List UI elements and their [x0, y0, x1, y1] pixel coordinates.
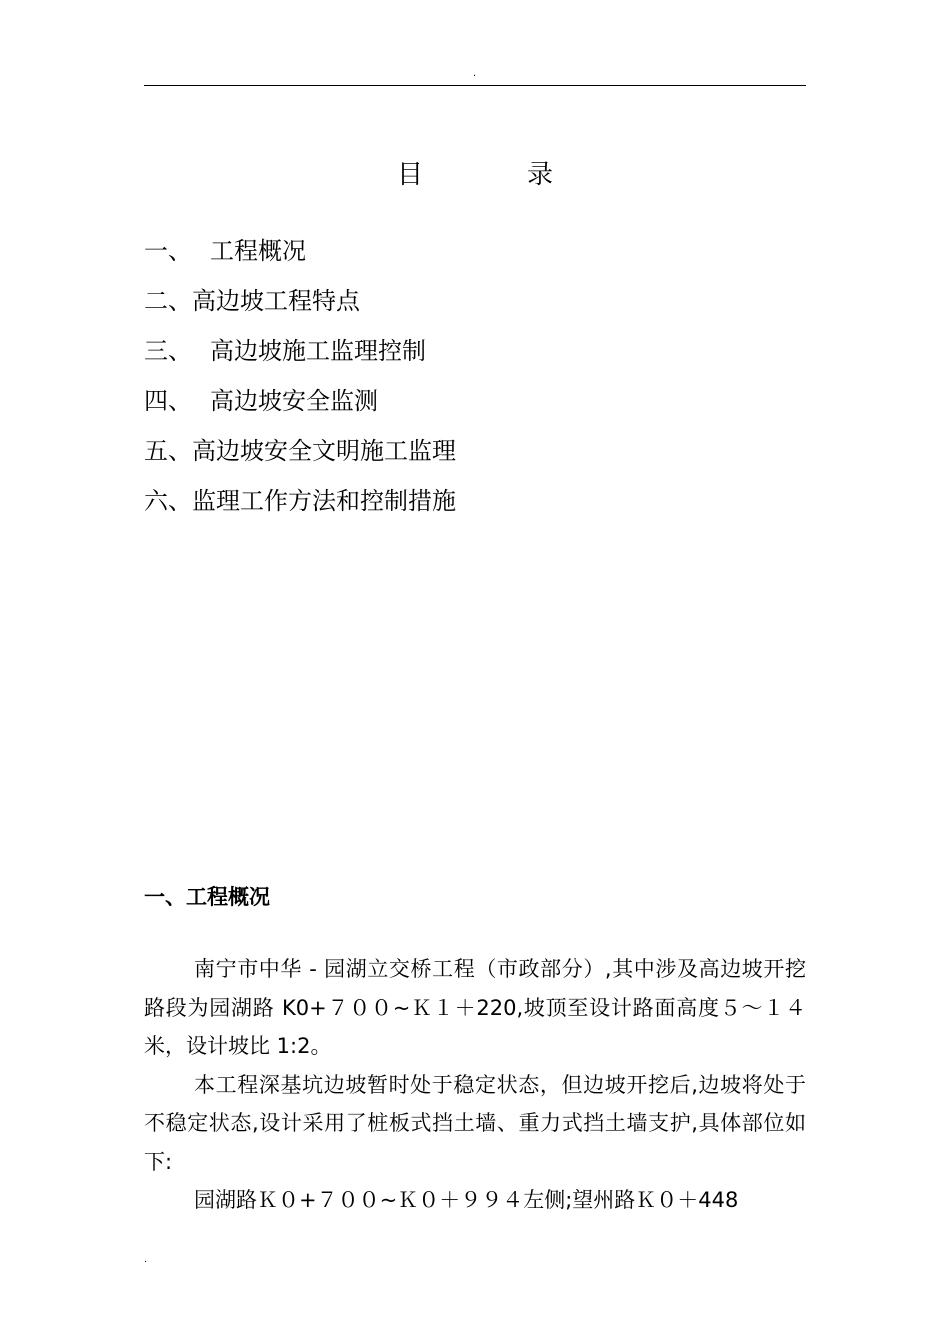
- toc-item-6: [144, 482, 456, 532]
- header-rule: [144, 85, 806, 86]
- body-paragraph-1: 南宁市中华 - 园湖立交桥工程（市政部分）,其中涉及高边坡开挖路段为园湖路 K0+７００~Ｋ１＋220,坡顶至设计路面高度５～１４米，设计坡比 1:2。: [144, 957, 806, 1058]
- toc-item-text: 高边坡施工监理控制: [210, 337, 426, 365]
- body-paragraph-2: 本工程深基坑边坡暂时处于稳定状态，但边坡开挖后,边坡将处于不稳定状态,设计采用了桩板式挡土墙、重力式挡土墙支护,具体部位如下:: [144, 1072, 806, 1174]
- toc-item-1: [144, 232, 456, 282]
- body-paragraph-3: 园湖路Ｋ０+７００~Ｋ０＋９９４左侧;望州路Ｋ０＋448: [194, 1188, 739, 1212]
- toc-item-number: 四、: [144, 387, 192, 415]
- toc-item-text: 监理工作方法和控制措施: [192, 487, 456, 515]
- toc-title-right: 录: [527, 160, 554, 190]
- toc-item-number: 三、: [144, 337, 192, 365]
- toc-item-text: 高边坡安全文明施工监理: [192, 437, 456, 465]
- toc-item-text: 高边坡工程特点: [192, 287, 360, 315]
- section-body: [144, 950, 806, 1220]
- section-heading: 一、工程概况: [144, 885, 270, 909]
- toc-item-2: [144, 282, 456, 332]
- toc-item-number: 二、: [144, 287, 192, 315]
- toc-title-left: 目: [396, 160, 423, 190]
- toc-list: [144, 232, 456, 532]
- toc-item-number: 一、: [144, 237, 192, 265]
- toc-item-text: 高边坡安全监测: [210, 387, 378, 415]
- toc-item-number: 五、: [144, 437, 192, 465]
- header-mark: .: [473, 68, 477, 79]
- toc-item-4: [144, 382, 456, 432]
- toc-item-text: 工程概况: [210, 237, 306, 265]
- toc-item-number: 六、: [144, 487, 192, 515]
- toc-item-3: [144, 332, 456, 382]
- footer-mark: .: [144, 1254, 148, 1265]
- toc-title: [0, 158, 950, 192]
- toc-item-5: [144, 432, 456, 482]
